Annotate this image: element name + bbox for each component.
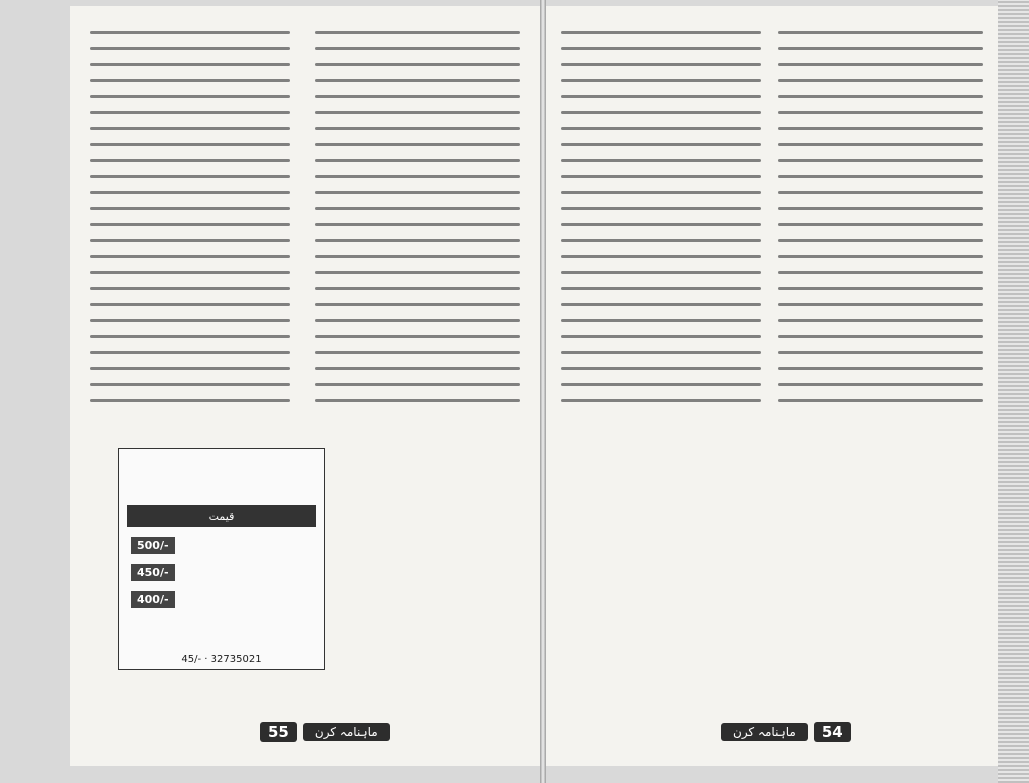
page-edges bbox=[998, 0, 1029, 783]
magazine-banner: ماہنامہ کرن bbox=[303, 723, 390, 741]
price-1: 500/- bbox=[131, 537, 175, 554]
left-footer bbox=[260, 720, 390, 744]
left-column-2 bbox=[315, 18, 520, 686]
right-column-1 bbox=[561, 18, 761, 686]
phone-number: 32735021 bbox=[210, 654, 262, 665]
price-3: 400/- bbox=[131, 591, 175, 608]
ad-note: 45/- · 32735021 bbox=[181, 654, 262, 665]
ad-row bbox=[131, 564, 312, 581]
ad-row bbox=[131, 591, 312, 608]
magazine-banner: ماہنامہ کرن bbox=[721, 723, 808, 741]
book-advertisement bbox=[118, 448, 325, 670]
postage: 45/- bbox=[181, 654, 202, 665]
right-page bbox=[546, 6, 998, 766]
page-number: 55 bbox=[260, 722, 297, 742]
page-number: 54 bbox=[814, 722, 851, 742]
price-header: قیمت bbox=[208, 509, 235, 523]
ad-row bbox=[131, 537, 312, 554]
ad-header bbox=[127, 457, 316, 497]
right-column-2 bbox=[778, 18, 983, 686]
price-2: 450/- bbox=[131, 564, 175, 581]
right-footer bbox=[721, 720, 851, 744]
ad-table-header bbox=[127, 505, 316, 527]
